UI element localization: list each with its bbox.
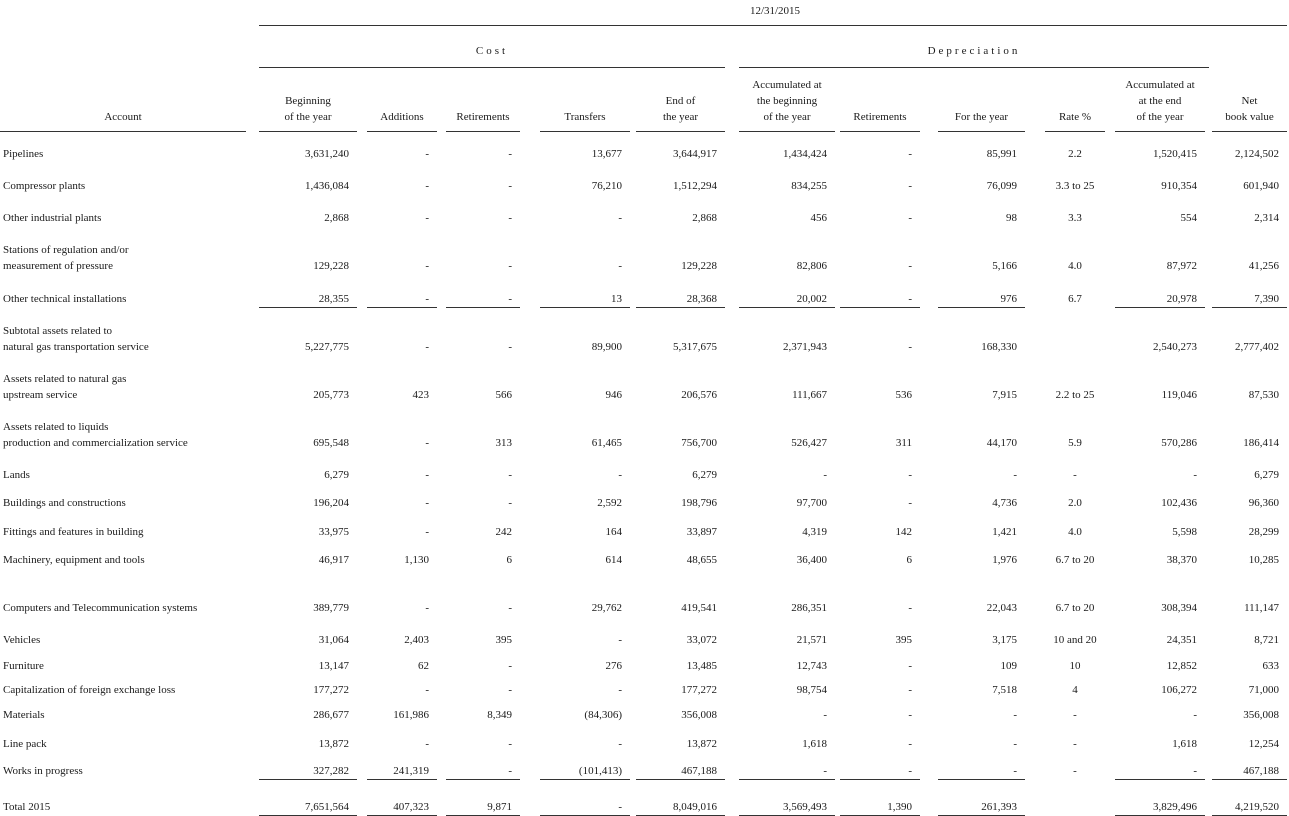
cell-acc-end: 1,520,415	[1153, 148, 1197, 160]
cell-net: 467,188	[1243, 765, 1279, 777]
row-underline	[739, 307, 835, 308]
account-label: Total 2015	[3, 801, 51, 813]
cell-acc-end: 38,370	[1166, 554, 1197, 566]
cell-retirements: 6	[506, 554, 512, 566]
cell-retirements: -	[508, 180, 512, 192]
cell-net: 601,940	[1243, 180, 1279, 192]
cell-transfers: -	[618, 684, 622, 696]
depreciation-underline	[739, 67, 1209, 68]
cell-retirements: 8,349	[487, 709, 512, 721]
cell-beginning: 389,779	[313, 602, 349, 614]
row-underline	[840, 307, 920, 308]
cell-rate: 4.0	[1068, 260, 1082, 272]
account-label: Compressor plants	[3, 180, 86, 192]
header-underline-acc-end	[1115, 131, 1205, 132]
cell-dep-retirements: -	[908, 341, 912, 353]
cell-for-year: 261,393	[981, 801, 1017, 813]
cell-retirements: -	[508, 684, 512, 696]
cell-retirements: 242	[495, 526, 512, 538]
cost-underline	[259, 67, 725, 68]
cell-retirements: -	[508, 660, 512, 672]
cell-beginning: 28,355	[318, 293, 349, 305]
cell-dep-retirements: -	[908, 180, 912, 192]
cell-additions: 1,130	[404, 554, 429, 566]
cell-additions: 407,323	[393, 801, 429, 813]
row-underline	[367, 307, 437, 308]
row-underline	[1212, 779, 1287, 780]
row-underline	[446, 779, 520, 780]
cell-acc-begin: 98,754	[796, 684, 827, 696]
cell-acc-begin: 97,700	[796, 497, 827, 509]
cell-for-year: 7,915	[992, 389, 1017, 401]
header-retirements: Retirements	[456, 111, 510, 123]
cell-additions: -	[425, 602, 429, 614]
cell-end: 2,868	[692, 212, 717, 224]
header-underline-account	[0, 131, 246, 132]
cell-net: 186,414	[1243, 437, 1279, 449]
account-label: Vehicles	[3, 634, 41, 646]
cell-acc-begin: -	[823, 709, 827, 721]
header-underline-dep-retirements	[840, 131, 920, 132]
cell-end: 198,796	[681, 497, 717, 509]
header-beginning: Beginning	[285, 95, 331, 107]
header-underline-additions	[367, 131, 437, 132]
cell-additions: -	[425, 469, 429, 481]
cell-dep-retirements: 6	[906, 554, 912, 566]
cell-dep-retirements: 142	[895, 526, 912, 538]
cell-dep-retirements: -	[908, 684, 912, 696]
row-underline	[636, 779, 725, 780]
cell-end: 356,008	[681, 709, 717, 721]
row-underline	[739, 779, 835, 780]
date-underline	[259, 25, 1287, 26]
account-label: Capitalization of foreign exchange loss	[3, 684, 176, 696]
account-label: Computers and Telecommunication systems	[3, 602, 198, 614]
cell-acc-end: 12,852	[1166, 660, 1197, 672]
cell-end: 467,188	[681, 765, 717, 777]
cell-transfers: (84,306)	[584, 709, 622, 721]
cell-end: 33,072	[686, 634, 717, 646]
cell-beginning: 5,227,775	[305, 341, 349, 353]
cell-for-year: 4,736	[992, 497, 1017, 509]
cell-beginning: 13,872	[318, 738, 349, 750]
cell-additions: -	[425, 341, 429, 353]
cell-transfers: 164	[605, 526, 622, 538]
cell-acc-begin: 111,667	[792, 389, 827, 401]
cell-retirements: 9,871	[487, 801, 512, 813]
cell-end: 419,541	[681, 602, 717, 614]
cell-transfers: 946	[605, 389, 622, 401]
header-end: End of	[665, 95, 696, 107]
cell-beginning: 695,548	[313, 437, 349, 449]
account-label: Machinery, equipment and tools	[3, 554, 145, 566]
cell-acc-end: 5,598	[1172, 526, 1197, 538]
cell-transfers: (101,413)	[578, 765, 622, 777]
cell-retirements: 566	[495, 389, 512, 401]
cell-acc-end: 106,272	[1161, 684, 1197, 696]
cell-beginning: 46,917	[318, 554, 349, 566]
cell-acc-begin: 286,351	[791, 602, 827, 614]
cell-end: 48,655	[686, 554, 717, 566]
cell-additions: -	[425, 260, 429, 272]
cell-dep-retirements: -	[908, 765, 912, 777]
cell-additions: -	[425, 293, 429, 305]
cell-rate: 4.0	[1068, 526, 1082, 538]
cell-for-year: 3,175	[992, 634, 1017, 646]
cell-dep-retirements: 1,390	[887, 801, 912, 813]
cell-transfers: 614	[605, 554, 622, 566]
cell-for-year: 1,976	[992, 554, 1017, 566]
cell-net: 111,147	[1244, 602, 1279, 614]
cell-end: 33,897	[686, 526, 717, 538]
account-label: Lands	[3, 469, 30, 481]
cell-acc-begin: 3,569,493	[783, 801, 827, 813]
cell-net: 87,530	[1248, 389, 1279, 401]
account-label: upstream service	[3, 389, 78, 401]
cell-retirements: 313	[495, 437, 512, 449]
cell-for-year: 85,991	[986, 148, 1017, 160]
cell-for-year: 1,421	[992, 526, 1017, 538]
cell-beginning: 6,279	[324, 469, 349, 481]
account-label: Subtotal assets related to	[3, 325, 113, 337]
row-underline	[938, 307, 1025, 308]
cell-for-year: 98	[1006, 212, 1017, 224]
cell-retirements: -	[508, 765, 512, 777]
cell-end: 13,872	[686, 738, 717, 750]
cell-rate: 2.2	[1068, 148, 1082, 160]
cell-net: 6,279	[1254, 469, 1279, 481]
cell-acc-end: 3,829,496	[1153, 801, 1197, 813]
cell-rate: -	[1073, 469, 1077, 481]
cell-acc-begin: 456	[810, 212, 827, 224]
cell-beginning: 13,147	[318, 660, 349, 672]
header-acc-begin: Accumulated at	[752, 79, 822, 91]
cell-additions: -	[425, 738, 429, 750]
cell-end: 129,228	[681, 260, 717, 272]
cell-beginning: 33,975	[318, 526, 349, 538]
cell-transfers: 76,210	[591, 180, 622, 192]
cell-for-year: -	[1013, 738, 1017, 750]
header-underline-rate	[1045, 131, 1105, 132]
cell-net: 28,299	[1248, 526, 1279, 538]
cell-acc-begin: 834,255	[791, 180, 827, 192]
account-label: natural gas transportation service	[3, 341, 149, 353]
cell-for-year: 109	[1000, 660, 1017, 672]
account-label: Assets related to liquids	[3, 421, 109, 433]
row-underline	[540, 307, 630, 308]
cell-acc-end: 87,972	[1166, 260, 1197, 272]
cell-retirements: -	[508, 497, 512, 509]
cell-end: 1,512,294	[673, 180, 717, 192]
cell-net: 356,008	[1243, 709, 1279, 721]
cell-additions: -	[425, 526, 429, 538]
header-beginning: of the year	[284, 111, 332, 123]
cell-acc-end: -	[1193, 709, 1197, 721]
cell-end: 3,644,917	[673, 148, 717, 160]
cell-additions: -	[425, 212, 429, 224]
cell-transfers: -	[618, 634, 622, 646]
row-underline	[259, 307, 357, 308]
cell-acc-end: 2,540,273	[1153, 341, 1197, 353]
cell-end: 206,576	[681, 389, 717, 401]
account-label: Buildings and constructions	[3, 497, 126, 509]
cell-acc-begin: 4,319	[802, 526, 827, 538]
cell-acc-begin: -	[823, 765, 827, 777]
cell-transfers: 13	[611, 293, 622, 305]
cell-rate: 10 and 20	[1053, 634, 1097, 646]
row-underline	[367, 779, 437, 780]
cell-acc-end: 570,286	[1161, 437, 1197, 449]
account-label: Pipelines	[3, 148, 44, 160]
cell-acc-end: 102,436	[1161, 497, 1197, 509]
header-end: the year	[662, 111, 699, 123]
cell-retirements: -	[508, 469, 512, 481]
cell-transfers: -	[618, 260, 622, 272]
cell-dep-retirements: 536	[895, 389, 912, 401]
cell-acc-end: 910,354	[1161, 180, 1197, 192]
account-label: Stations of regulation and/or	[3, 244, 129, 256]
cell-acc-begin: -	[823, 469, 827, 481]
account-label: Fittings and features in building	[3, 526, 144, 538]
cell-transfers: 276	[605, 660, 622, 672]
cell-net: 2,124,502	[1235, 148, 1279, 160]
cell-beginning: 286,677	[313, 709, 349, 721]
account-label: Assets related to natural gas	[3, 373, 127, 385]
header-underline-net	[1212, 131, 1287, 132]
cell-retirements: 395	[495, 634, 512, 646]
header-additions: Additions	[380, 111, 424, 123]
cell-dep-retirements: 395	[895, 634, 912, 646]
cell-rate: 4	[1072, 684, 1078, 696]
header-underline-beginning	[259, 131, 357, 132]
cell-beginning: 31,064	[318, 634, 349, 646]
cell-transfers: -	[618, 738, 622, 750]
header-transfers: Transfers	[564, 111, 606, 123]
cell-rate: 5.9	[1068, 437, 1082, 449]
cell-end: 756,700	[681, 437, 717, 449]
cell-for-year: 44,170	[986, 437, 1017, 449]
header-underline-transfers	[540, 131, 630, 132]
cell-beginning: 196,204	[313, 497, 349, 509]
cell-end: 28,368	[686, 293, 717, 305]
cell-beginning: 3,631,240	[305, 148, 349, 160]
cell-dep-retirements: -	[908, 497, 912, 509]
cell-transfers: -	[618, 212, 622, 224]
date-header: 12/31/2015	[749, 5, 801, 17]
row-underline	[1115, 307, 1205, 308]
header-underline-for-year	[938, 131, 1025, 132]
row-underline	[1212, 307, 1287, 308]
cell-acc-begin: 2,371,943	[783, 341, 827, 353]
cell-end: 6,279	[692, 469, 717, 481]
cell-transfers: 13,677	[591, 148, 622, 160]
header-acc-begin: the beginning	[756, 95, 818, 107]
cell-retirements: -	[508, 212, 512, 224]
cell-retirements: -	[508, 293, 512, 305]
header-underline-end	[636, 131, 725, 132]
cell-additions: -	[425, 497, 429, 509]
cell-beginning: 205,773	[313, 389, 349, 401]
cost-group-header: Cost	[475, 45, 509, 57]
cell-acc-end: 554	[1180, 212, 1197, 224]
cell-for-year: -	[1013, 469, 1017, 481]
cell-net: 71,000	[1248, 684, 1279, 696]
cell-beginning: 7,651,564	[305, 801, 349, 813]
row-underline	[446, 307, 520, 308]
cell-retirements: -	[508, 738, 512, 750]
cell-transfers: -	[618, 469, 622, 481]
cell-end: 177,272	[681, 684, 717, 696]
cell-additions: -	[425, 437, 429, 449]
cell-transfers: 61,465	[591, 437, 622, 449]
cell-rate: 2.2 to 25	[1055, 389, 1095, 401]
cell-additions: 241,319	[393, 765, 429, 777]
cell-acc-begin: 82,806	[796, 260, 827, 272]
cell-acc-begin: 20,002	[796, 293, 827, 305]
cell-additions: -	[425, 148, 429, 160]
cell-additions: 423	[412, 389, 429, 401]
cell-net: 2,314	[1254, 212, 1279, 224]
cell-rate: 6.7	[1068, 293, 1082, 305]
cell-rate: 3.3 to 25	[1055, 180, 1095, 192]
cell-transfers: 2,592	[597, 497, 622, 509]
header-acc-end: at the end	[1138, 95, 1182, 107]
cell-transfers: -	[618, 801, 622, 813]
cell-transfers: 89,900	[591, 341, 622, 353]
cell-for-year: 22,043	[986, 602, 1017, 614]
cell-rate: -	[1073, 765, 1077, 777]
cell-end: 13,485	[686, 660, 717, 672]
cell-additions: 161,986	[393, 709, 429, 721]
cell-acc-end: 20,978	[1166, 293, 1197, 305]
cell-end: 5,317,675	[673, 341, 717, 353]
cell-for-year: 7,518	[992, 684, 1017, 696]
account-label: Materials	[3, 709, 45, 721]
cell-rate: 6.7 to 20	[1055, 554, 1095, 566]
account-label: Line pack	[3, 738, 47, 750]
row-underline	[938, 779, 1025, 780]
cell-for-year: 168,330	[981, 341, 1017, 353]
cell-for-year: 5,166	[992, 260, 1017, 272]
cell-rate: -	[1073, 738, 1077, 750]
cell-for-year: 76,099	[986, 180, 1017, 192]
row-underline	[636, 307, 725, 308]
cell-acc-end: 119,046	[1161, 389, 1197, 401]
row-underline	[1115, 779, 1205, 780]
cell-acc-begin: 36,400	[796, 554, 827, 566]
cell-beginning: 177,272	[313, 684, 349, 696]
cell-net: 2,777,402	[1235, 341, 1279, 353]
cell-dep-retirements: 311	[895, 437, 912, 449]
cell-acc-begin: 526,427	[791, 437, 827, 449]
row-underline	[259, 779, 357, 780]
cell-beginning: 2,868	[324, 212, 349, 224]
cell-beginning: 1,436,084	[305, 180, 349, 192]
cell-retirements: -	[508, 341, 512, 353]
cell-additions: -	[425, 180, 429, 192]
cell-net: 633	[1262, 660, 1279, 672]
header-acc-begin: of the year	[763, 111, 811, 123]
header-net: book value	[1225, 111, 1274, 123]
account-label: Other industrial plants	[3, 212, 102, 224]
cell-additions: 2,403	[404, 634, 429, 646]
row-underline	[540, 779, 630, 780]
cell-acc-end: 308,394	[1161, 602, 1197, 614]
header-underline-retirements	[446, 131, 520, 132]
cell-dep-retirements: -	[908, 148, 912, 160]
cell-net: 41,256	[1248, 260, 1279, 272]
cell-for-year: 976	[1000, 293, 1017, 305]
cell-retirements: -	[508, 148, 512, 160]
cell-acc-end: -	[1193, 765, 1197, 777]
cell-dep-retirements: -	[908, 660, 912, 672]
header-account: Account	[104, 111, 142, 123]
cell-dep-retirements: -	[908, 469, 912, 481]
cell-acc-end: 24,351	[1166, 634, 1197, 646]
cell-rate: 6.7 to 20	[1055, 602, 1095, 614]
cell-net: 12,254	[1248, 738, 1279, 750]
cell-rate: 10	[1069, 660, 1081, 672]
cell-additions: 62	[418, 660, 429, 672]
cell-retirements: -	[508, 260, 512, 272]
header-dep-retirements: Retirements	[853, 111, 907, 123]
header-acc-end: of the year	[1136, 111, 1184, 123]
account-label: production and commercialization service	[3, 437, 188, 449]
header-rate: Rate %	[1058, 111, 1092, 123]
account-label: measurement of pressure	[3, 260, 113, 272]
cell-dep-retirements: -	[908, 212, 912, 224]
cell-retirements: -	[508, 602, 512, 614]
cell-rate: -	[1073, 709, 1077, 721]
cell-acc-end: -	[1193, 469, 1197, 481]
row-underline	[840, 779, 920, 780]
account-label: Other technical installations	[3, 293, 127, 305]
cell-acc-begin: 21,571	[796, 634, 827, 646]
cell-for-year: -	[1013, 765, 1017, 777]
header-underline-acc-begin	[739, 131, 835, 132]
cell-dep-retirements: -	[908, 738, 912, 750]
cell-dep-retirements: -	[908, 709, 912, 721]
cell-net: 10,285	[1248, 554, 1279, 566]
account-label: Works in progress	[3, 765, 83, 777]
cell-end: 8,049,016	[673, 801, 717, 813]
cell-beginning: 129,228	[313, 260, 349, 272]
cell-net: 7,390	[1254, 293, 1279, 305]
cell-dep-retirements: -	[908, 293, 912, 305]
cell-for-year: -	[1013, 709, 1017, 721]
cell-transfers: 29,762	[591, 602, 622, 614]
cell-acc-begin: 1,434,424	[783, 148, 827, 160]
cell-rate: 3.3	[1068, 212, 1082, 224]
cell-acc-begin: 1,618	[802, 738, 827, 750]
cell-additions: -	[425, 684, 429, 696]
depreciation-group-header: Depreciation	[927, 45, 1021, 57]
cell-dep-retirements: -	[908, 260, 912, 272]
cell-net: 96,360	[1248, 497, 1279, 509]
cell-net: 8,721	[1254, 634, 1279, 646]
cell-acc-end: 1,618	[1172, 738, 1197, 750]
header-net: Net	[1241, 95, 1258, 107]
account-label: Furniture	[3, 660, 44, 672]
cell-net: 4,219,520	[1235, 801, 1279, 813]
cell-beginning: 327,282	[313, 765, 349, 777]
cell-acc-begin: 12,743	[796, 660, 827, 672]
header-acc-end: Accumulated at	[1125, 79, 1195, 91]
cell-rate: 2.0	[1068, 497, 1082, 509]
cell-dep-retirements: -	[908, 602, 912, 614]
header-for-year: For the year	[954, 111, 1009, 123]
